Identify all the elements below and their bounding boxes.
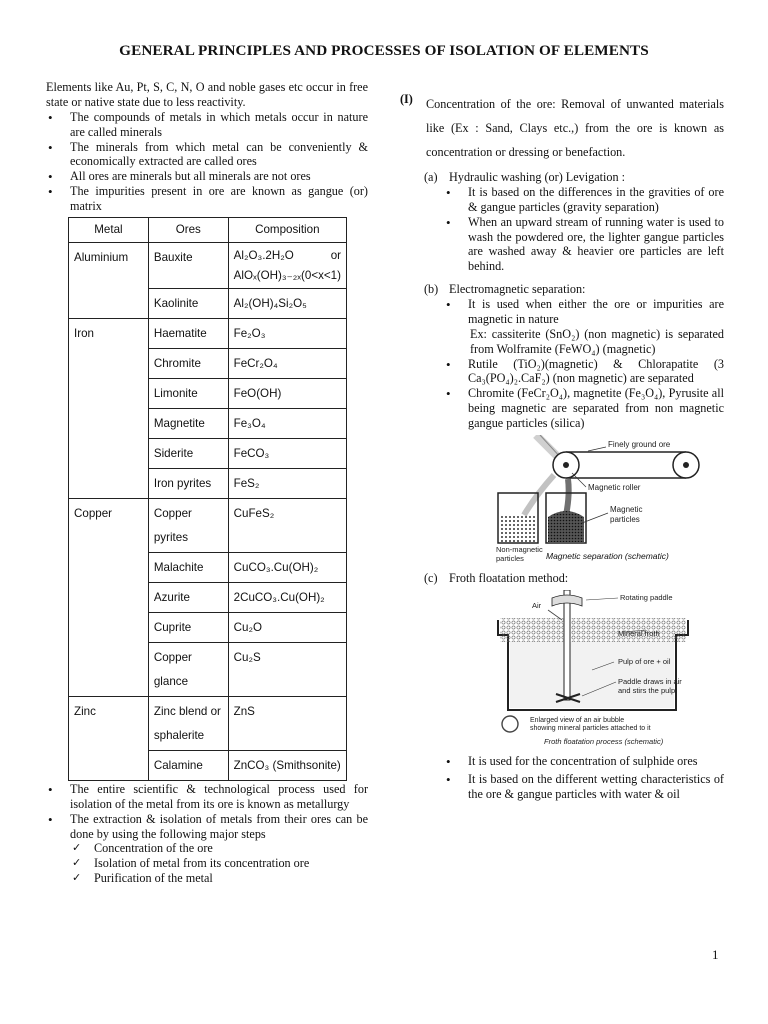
metallurgy-bullet-list — [46, 782, 368, 842]
label-nonmagnetic-particles-2: particles — [496, 553, 524, 563]
composition-cell: ZnCO₃ (Smithsonite) — [228, 750, 346, 780]
composition-cell: CuFeS₂ — [228, 498, 346, 552]
ore-cell: Azurite — [148, 582, 228, 612]
composition-cell: ZnS — [228, 696, 346, 750]
ore-cell: Limonite — [148, 378, 228, 408]
minerals-bullet-list — [46, 110, 368, 214]
composition-cell: CuCO₃.Cu(OH)₂ — [228, 552, 346, 582]
page-number: 1 — [712, 947, 719, 962]
list-item: • All ores are minerals but all minerals are not ores — [46, 169, 368, 184]
list-item: • The compounds of metals in which metals occur in nature are called minerals — [46, 110, 368, 140]
ore-cell: Siderite — [148, 438, 228, 468]
list-item: • The impurities present in ore are known as gangue (or) matrix — [46, 184, 368, 214]
steps-checklist — [46, 841, 368, 886]
composition-cell — [228, 242, 346, 288]
metal-cell: Zinc — [69, 696, 149, 780]
list-item: • It is based on the different wetting characteristics of the ore & gangue particles with water & oil — [444, 772, 724, 802]
header-ores: Ores — [148, 217, 228, 242]
metal-cell: Iron — [69, 318, 149, 498]
electromagnetic-bullet-list-more — [444, 357, 724, 431]
section-text: Concentration of the ore: Removal of unwanted materials like (Ex : Sand, Clays etc.,) from the ore is known as concentration or dressing or benefaction. — [426, 97, 724, 159]
figure-caption: Froth floatation process (schematic) — [544, 736, 664, 746]
label-paddle-draws-1: Paddle draws in air — [618, 676, 682, 686]
electromagnetic-bullet-list — [444, 297, 724, 327]
ores-table — [68, 217, 347, 781]
list-item: • It is used when either the ore or impurities are magnetic in nature — [444, 297, 724, 327]
composition-cell: 2CuCO₃.Cu(OH)₂ — [228, 582, 346, 612]
label-rotating-paddle: Rotating paddle — [620, 592, 673, 602]
page-title: GENERAL PRINCIPLES AND PROCESSES OF ISOLATION OF ELEMENTS — [119, 42, 649, 59]
section-number: (I) — [400, 92, 413, 106]
ore-cell: Cuprite — [148, 612, 228, 642]
composition-line: AlOₓ(OH)₃₋₂ₓ(0<x<1) — [233, 268, 341, 282]
ore-cell: Copper pyrites — [148, 498, 228, 552]
ore-cell: Haematite — [148, 318, 228, 348]
list-item: • It is based on the differences in the gravities of ore & gangue particles (gravity separation) — [444, 185, 724, 215]
label-nonmagnetic-particles-1: Non-magnetic — [496, 544, 543, 554]
list-item: • Chromite (FeCr₂O₄), magnetite (Fe₃O₄), Pyrusite all being magnetic are separated from non magnetic gangue particles (silica) — [444, 386, 724, 431]
label-paddle-draws-2: and stirs the pulp — [618, 685, 676, 695]
ore-cell: Copper glance — [148, 642, 228, 696]
label-magnetic-particles-2: particles — [610, 514, 640, 524]
ore-cell: Kaolinite — [148, 288, 228, 318]
label-magnetic-particles-1: Magnetic — [610, 504, 643, 514]
metal-cell: Copper — [69, 498, 149, 696]
list-item: • It is used for the concentration of sulphide ores — [444, 754, 724, 769]
header-composition: Composition — [228, 217, 346, 242]
subsection-title: Froth floatation method: — [449, 570, 569, 585]
subsection-c-heading — [424, 571, 724, 586]
froth-floatation-diagram — [496, 590, 716, 750]
list-item: • The minerals from which metal can be conveniently & economically extracted are called ores — [46, 140, 368, 170]
label-bubble-2: showing mineral particles attached to it — [530, 724, 651, 732]
composition-cell: FeCO₃ — [228, 438, 346, 468]
magnetic-stream — [566, 479, 569, 515]
subsection-label: (b) — [424, 282, 439, 297]
ore-cell: Iron pyrites — [148, 468, 228, 498]
header-metal: Metal — [69, 217, 149, 242]
list-item: ✓ Purification of the metal — [72, 871, 368, 886]
list-item: ✓ Isolation of metal from its concentration ore — [72, 856, 368, 871]
subsection-a-body — [444, 185, 724, 274]
subsection-title: Hydraulic washing (or) Levigation : — [449, 170, 626, 184]
composition-cell: Fe₃O₄ — [228, 408, 346, 438]
label-pulp: Pulp of ore + oil — [618, 656, 671, 666]
composition-cell: Cu₂O — [228, 612, 346, 642]
list-item: • When an upward stream of running water is used to wash the powdered ore, the lighter gangue particles are washed away & heavier ore particles are left behind. — [444, 215, 724, 275]
collection-bins — [498, 493, 586, 543]
section-concentration — [400, 92, 724, 164]
subsection-b-heading — [424, 282, 724, 297]
levigation-bullet-list — [444, 185, 724, 274]
subsection-label: (a) — [424, 170, 438, 184]
label-magnetic-roller: Magnetic roller — [588, 482, 641, 492]
froth-floatation-figure — [496, 590, 716, 750]
ore-cell: Zinc blend or sphalerite — [148, 696, 228, 750]
table-row — [69, 318, 347, 348]
composition-cell: Al₂(OH)₄Si₂O₅ — [228, 288, 346, 318]
magnetic-separation-figure — [496, 435, 716, 565]
label-mineral-froth: Mineral froth — [618, 628, 660, 638]
air-bubble-icon — [502, 716, 518, 732]
subsection-label: (c) — [424, 570, 438, 585]
figure-caption: Magnetic separation (schematic) — [546, 550, 669, 561]
label-air: Air — [532, 600, 542, 610]
composition-cell: FeCr₂O₄ — [228, 348, 346, 378]
metal-cell: Aluminium — [69, 242, 149, 318]
composition-cell: FeO(OH) — [228, 378, 346, 408]
ore-cell: Magnetite — [148, 408, 228, 438]
table-row — [69, 498, 347, 552]
list-item: • The entire scientific & technological process used for isolation of the metal from its ore is known as metallurgy — [46, 782, 368, 812]
ore-cell: Chromite — [148, 348, 228, 378]
intro-paragraph: Elements like Au, Pt, S, C, N, O and noble gases etc occur in free state or native state due to less reactivity. — [46, 80, 368, 109]
label-finely-ground-ore: Finely ground ore — [608, 439, 671, 449]
composition-cell: Cu₂S — [228, 642, 346, 696]
right-column — [400, 92, 724, 801]
subsection-title: Electromagnetic separation: — [449, 282, 586, 297]
list-item: • Rutile (TiO₂)(magnetic) & Chlorapatite (3 Ca₃(PO₄)₂.CaF₂) (non magnetic) are separated — [444, 357, 724, 387]
table-row — [69, 242, 347, 288]
subsection-a-heading — [424, 170, 724, 185]
label-bubble-1: Enlarged view of an air bubble — [530, 716, 625, 724]
list-item: • The extraction & isolation of metals from their ores can be done by using the following major steps — [46, 812, 368, 842]
subsection-b-body — [444, 297, 724, 431]
subsection-c-body — [444, 754, 724, 802]
ore-cell: Bauxite — [148, 242, 228, 288]
ore-cell: Calamine — [148, 750, 228, 780]
composition-line: Al₂O₃.2H₂O or — [233, 248, 341, 262]
composition-cell: Fe₂O₃ — [228, 318, 346, 348]
composition-cell: FeS₂ — [228, 468, 346, 498]
conveyor-belt — [553, 452, 699, 478]
list-item: ✓ Concentration of the ore — [72, 841, 368, 856]
left-column — [46, 80, 368, 886]
nonmagnetic-stream — [524, 475, 554, 515]
example-text: Ex: cassiterite (SnO₂) (non magnetic) is separated from Wolframite (FeWO₄) (magnetic) — [470, 326, 724, 356]
table-row — [69, 696, 347, 750]
table-header-row — [69, 217, 347, 242]
magnetic-separation-diagram — [496, 435, 716, 565]
froth-bullet-list — [444, 754, 724, 802]
ore-cell: Malachite — [148, 552, 228, 582]
